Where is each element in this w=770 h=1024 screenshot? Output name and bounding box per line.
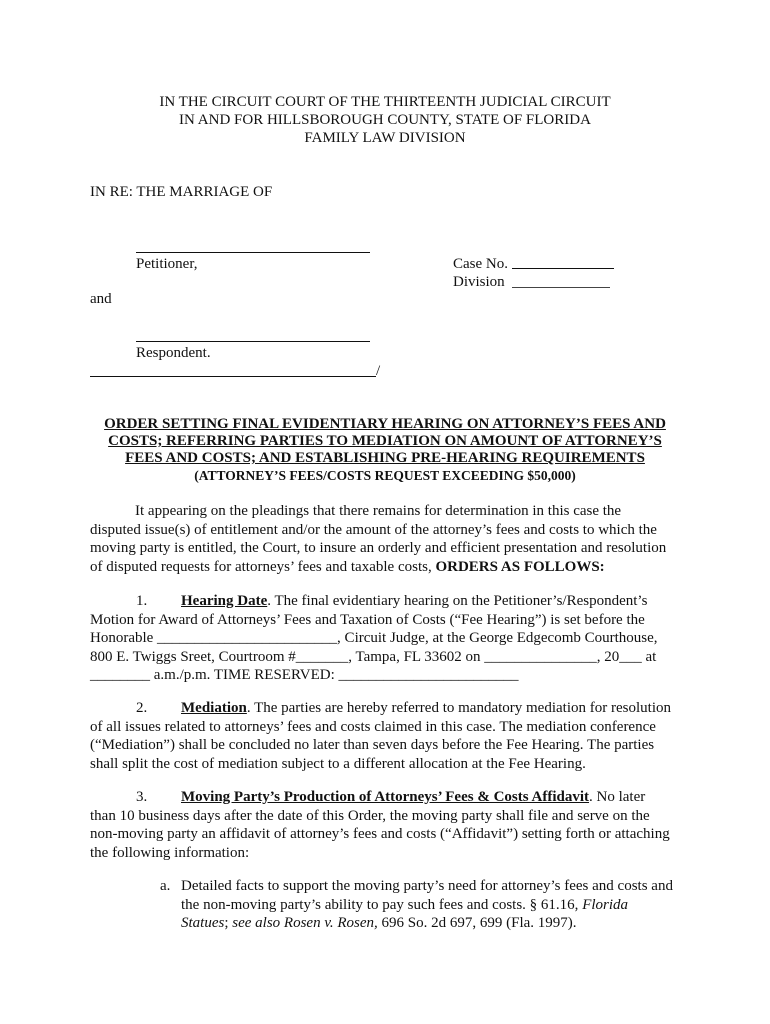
section3-heading: Moving Party’s Production of Attorneys’ Fees & Costs Affidavit bbox=[181, 789, 590, 805]
order-title-line-3: FEES AND COSTS; AND ESTABLISHING PRE-HEARING REQUIREMENTS bbox=[125, 450, 645, 466]
section-hearing-date bbox=[90, 592, 680, 685]
section1-line-2: Motion for Award of Attorneys’ Fees and Taxation of Costs (“Fee Hearing”) is set before the bbox=[90, 611, 645, 628]
section2-line-4: shall split the cost of mediation subject to a different allocation at the Fee Hearing. bbox=[90, 755, 586, 772]
case-no-label: Case No. bbox=[453, 256, 508, 272]
intro-line-2: disputed issue(s) of entitlement and/or the amount of the attorney’s fees and costs to which the bbox=[90, 521, 657, 538]
section2-line-1-text: . The parties are hereby referred to mandatory mediation for resolution bbox=[246, 700, 671, 716]
intro-line-4 bbox=[90, 558, 680, 577]
section3-line-1-text: . No later bbox=[589, 789, 646, 805]
section3-number: 3. bbox=[136, 789, 148, 805]
section1-line-3: Honorable ________________________, Circuit Judge, at the George Edgecomb Courthouse, bbox=[90, 630, 658, 646]
section1-number: 1. bbox=[136, 593, 148, 609]
case-no-line bbox=[512, 268, 614, 269]
order-title-line-1: ORDER SETTING FINAL EVIDENTIARY HEARING ON ATTORNEY’S FEES AND bbox=[104, 416, 666, 432]
orders-as-follows: ORDERS AS FOLLOWS: bbox=[435, 558, 605, 575]
section2-line-1 bbox=[90, 699, 680, 718]
section-affidavit bbox=[90, 788, 680, 862]
item-a-label: a. bbox=[160, 878, 171, 894]
court-header-line-1: IN THE CIRCUIT COURT OF THE THIRTEENTH JUDICIAL CIRCUIT bbox=[159, 94, 611, 110]
section1-line-1 bbox=[90, 592, 680, 611]
caption-close-line bbox=[90, 376, 376, 377]
order-title-line-2: COSTS; REFERRING PARTIES TO MEDIATION ON AMOUNT OF ATTORNEY’S bbox=[108, 433, 662, 449]
section1-heading: Hearing Date bbox=[181, 593, 268, 609]
section1-line-4: 800 E. Twiggs Sreet, Courtroom #_______, Tampa, FL 33602 on _______________, 20___ at bbox=[90, 648, 657, 665]
intro-line-3: moving party is entitled, the Court, to insure an orderly and efficient presentation and resolution bbox=[90, 540, 667, 556]
division-label: Division bbox=[453, 274, 505, 290]
florida-statutes-italic: Florida bbox=[582, 896, 629, 913]
item-a-line-3 bbox=[181, 914, 691, 933]
section2-line-2: of all issues related to attorneys’ fees and costs claimed in this case. The mediation conference bbox=[90, 718, 656, 735]
section3-line-2: than 10 business days after the date of this Order, the moving party shall file and serve on the bbox=[90, 807, 650, 824]
item-a bbox=[181, 877, 691, 933]
section-mediation bbox=[90, 699, 680, 773]
division-line bbox=[512, 287, 610, 288]
statues-italic: Statues bbox=[181, 915, 225, 931]
petitioner-label: Petitioner, bbox=[136, 256, 198, 272]
section1-line-1-text: . The final evidentiary hearing on the Petitioner’s/Respondent’s bbox=[267, 593, 648, 609]
section1-line-5: ________ a.m./p.m. TIME RESERVED: ________________________ bbox=[90, 667, 519, 683]
in-re-label: IN RE: THE MARRIAGE OF bbox=[90, 184, 273, 200]
rosen-citation-italic: see also Rosen v. Rosen, bbox=[232, 915, 378, 931]
petitioner-name-line bbox=[136, 252, 370, 253]
section3-line-1 bbox=[90, 788, 680, 807]
intro-line-4-text: of disputed requests for attorneys’ fees and taxable costs, bbox=[90, 558, 436, 575]
and-label: and bbox=[90, 291, 112, 307]
caption-slash: / bbox=[376, 363, 381, 379]
section2-number: 2. bbox=[136, 700, 148, 716]
order-subtitle: (ATTORNEY’S FEES/COSTS REQUEST EXCEEDING $50,000) bbox=[194, 468, 576, 483]
item-a-line-3-text: 696 So. 2d 697, 699 (Fla. 1997). bbox=[377, 915, 577, 931]
respondent-label: Respondent. bbox=[136, 345, 211, 361]
intro-paragraph bbox=[90, 502, 680, 576]
respondent-name-line bbox=[136, 341, 370, 342]
court-header-line-2: IN AND FOR HILLSBOROUGH COUNTY, STATE OF FLORIDA bbox=[179, 112, 591, 128]
item-a-line-2 bbox=[181, 896, 691, 915]
section3-line-3: non-moving party an affidavit of attorney’s fees and costs (“Affidavit”) setting forth or attaching bbox=[90, 826, 670, 842]
court-header-line-3: FAMILY LAW DIVISION bbox=[304, 130, 466, 146]
intro-line-1: It appearing on the pleadings that there remains for determination in this case the bbox=[135, 503, 622, 519]
section3-line-4: the following information: bbox=[90, 844, 250, 861]
item-a-line-1: Detailed facts to support the moving party’s need for attorney’s fees and costs and bbox=[181, 878, 673, 894]
section2-line-3: (“Mediation”) shall be concluded no later than seven days before the Fee Hearing. The parties bbox=[90, 737, 655, 753]
item-a-line-2-text: the non-moving party’s ability to pay such fees and costs. § 61.16, bbox=[181, 896, 583, 913]
item-a-semicolon: ; bbox=[224, 915, 233, 931]
section2-heading: Mediation bbox=[181, 700, 247, 716]
